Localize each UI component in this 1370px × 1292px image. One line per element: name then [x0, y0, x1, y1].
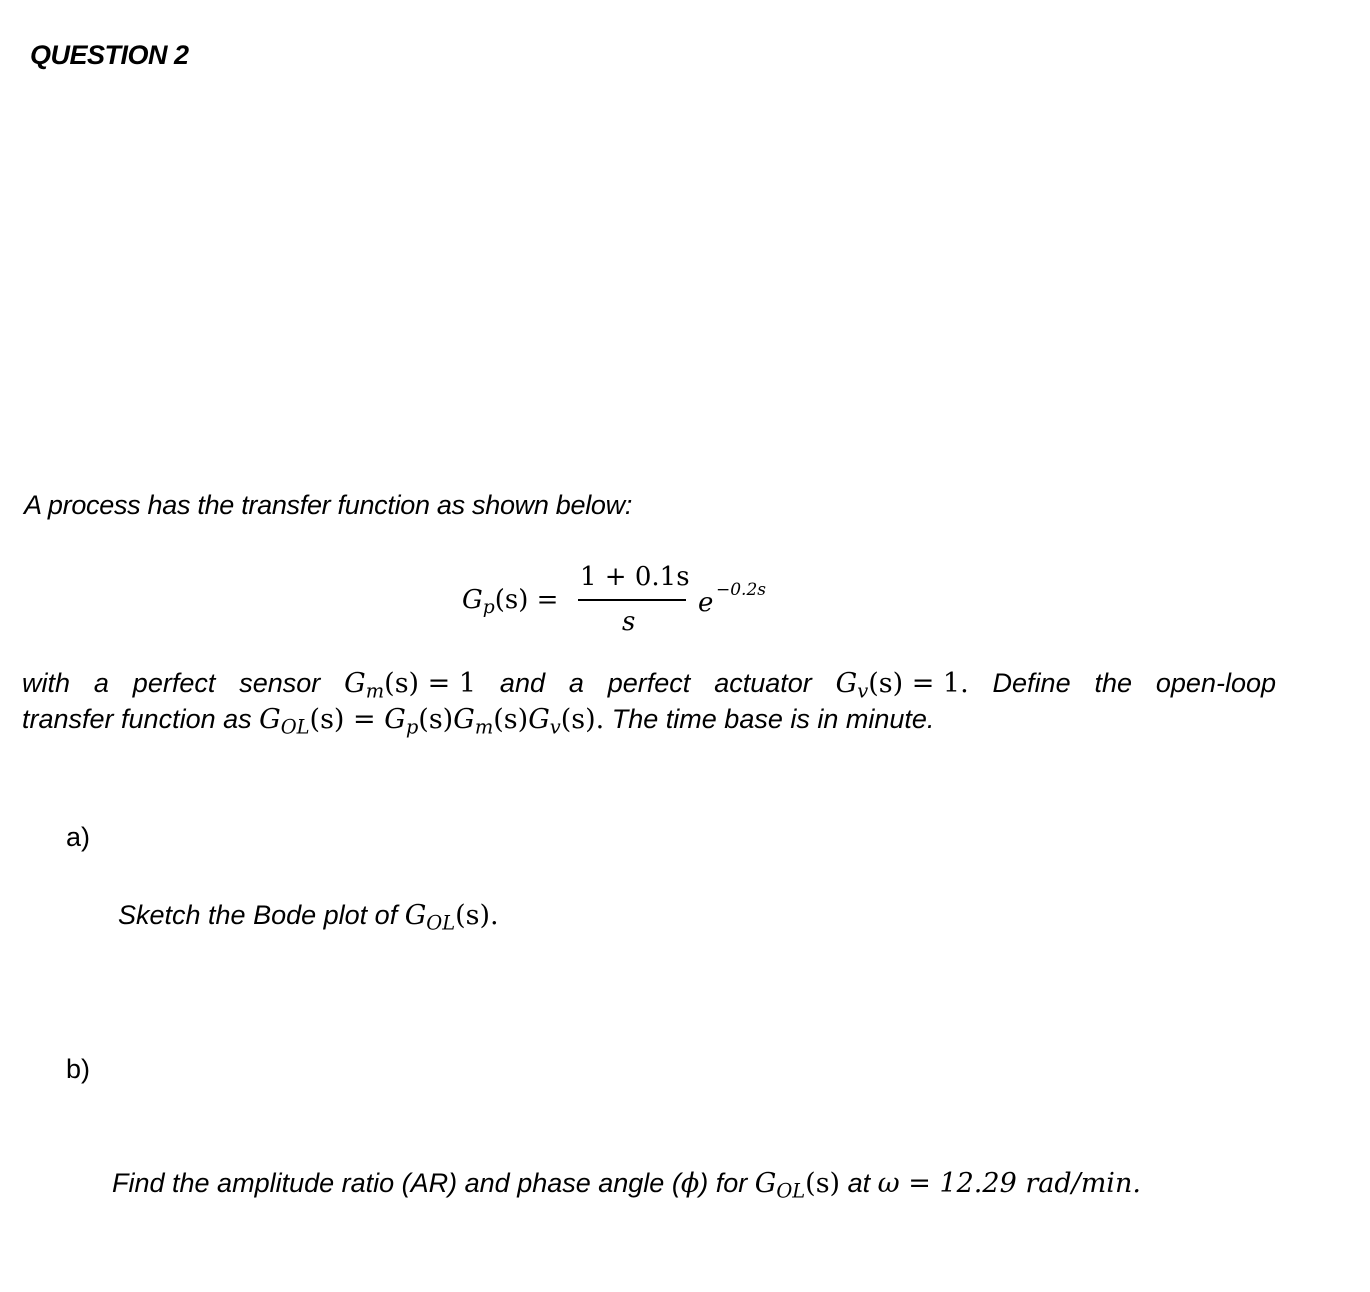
eq-lhs-symbol: G: [462, 585, 483, 615]
word: Define: [992, 668, 1071, 698]
word: open-loop: [1155, 668, 1276, 698]
word: a: [93, 668, 109, 698]
gp-subscript: p: [405, 715, 419, 739]
intro-text: A process has the transfer function as shown below:: [24, 490, 633, 520]
transfer-function-equation: [462, 562, 782, 642]
word: perfect: [607, 668, 691, 698]
fraction-bar: [578, 599, 686, 601]
phi-symbol: ϕ: [680, 1168, 700, 1199]
word: sensor: [239, 668, 321, 698]
word: perfect: [132, 668, 216, 698]
gm-symbol: G: [453, 704, 475, 735]
gm-rest: (s) = 1: [384, 668, 477, 699]
part-a-text: Sketch the Bode plot of: [118, 900, 405, 930]
gm-subscript: m: [474, 715, 494, 739]
eq-equals: =: [528, 585, 559, 615]
part-b-text-3: at: [840, 1168, 878, 1198]
part-a-label: a): [66, 822, 91, 852]
omega-expression: ω = 12.29 rad/min.: [877, 1168, 1141, 1199]
word: the: [1094, 668, 1133, 698]
gv-symbol: G: [835, 668, 858, 699]
paragraph-line-1: [22, 668, 1276, 703]
equation-lhs: [462, 584, 559, 619]
gol-rest: (s).: [455, 900, 499, 931]
gol-symbol: G: [754, 1168, 777, 1199]
gol-subscript: OL: [776, 1179, 806, 1203]
word: actuator: [714, 668, 812, 698]
eq-denominator: s: [622, 607, 636, 637]
gol-symbol: G: [404, 900, 427, 931]
word: and: [499, 668, 545, 698]
part-b-task: [112, 1168, 1141, 1203]
part-b-text: Find the amplitude ratio (AR) and phase angle (: [112, 1168, 681, 1198]
gv-symbol: G: [528, 704, 550, 735]
part-b-label: b): [66, 1054, 91, 1084]
paragraph-line-2: [22, 704, 935, 739]
gm-rest: (s): [493, 704, 529, 735]
line2-prefix: transfer function as: [22, 704, 260, 734]
gv-subscript: v: [857, 679, 869, 703]
eq-exp-base: e: [698, 588, 714, 618]
question-title: QUESTION 2: [30, 40, 189, 70]
gm-symbol: G: [344, 668, 366, 699]
gol-rest: (s): [805, 1168, 841, 1199]
eq-lhs-subscript: p: [482, 597, 495, 619]
gv-rest: (s) = 1.: [868, 668, 969, 699]
part-b-text-2: ) for: [699, 1168, 755, 1198]
part-a-task: [118, 900, 499, 935]
word: with: [22, 668, 71, 698]
word: a: [568, 668, 584, 698]
gol-symbol: G: [259, 704, 281, 735]
eq-exp-power: −0.2s: [716, 580, 767, 600]
gol-subscript: OL: [426, 911, 456, 935]
eq-numerator: 1 + 0.1s: [580, 562, 690, 592]
gv-rest: (s).: [560, 704, 605, 735]
gol-subscript: OL: [280, 715, 310, 739]
gol-rest: (s) =: [309, 704, 385, 735]
eq-lhs-arg: (s): [494, 585, 529, 615]
gv-subscript: v: [549, 715, 561, 739]
line2-suffix: The time base is in minute.: [604, 704, 935, 734]
gp-symbol: G: [384, 704, 406, 735]
gm-expression: [344, 668, 477, 703]
gv-expression: [835, 668, 969, 703]
gm-subscript: m: [365, 679, 385, 703]
gp-rest: (s): [418, 704, 454, 735]
